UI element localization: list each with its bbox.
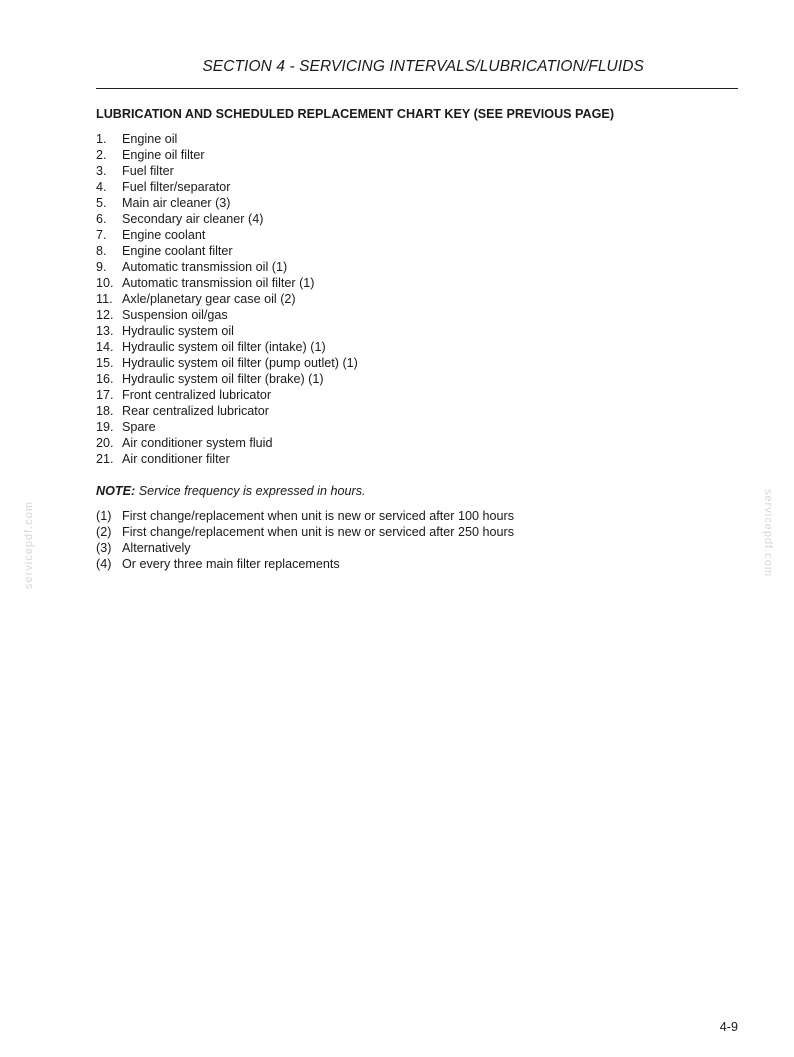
item-text: Air conditioner system fluid bbox=[122, 436, 273, 450]
footnote-text: Alternatively bbox=[122, 541, 191, 555]
item-number: 11. bbox=[96, 292, 113, 306]
item-number: 21. bbox=[96, 452, 114, 466]
list-item bbox=[96, 387, 358, 403]
item-text: Main air cleaner (3) bbox=[122, 196, 231, 210]
item-number: 1. bbox=[96, 132, 107, 146]
item-text: Air conditioner filter bbox=[122, 452, 230, 466]
list-item bbox=[96, 339, 358, 355]
item-text: Automatic transmission oil (1) bbox=[122, 260, 288, 274]
item-number: 13. bbox=[96, 324, 114, 338]
item-text: Front centralized lubricator bbox=[122, 388, 272, 402]
item-number: 15. bbox=[96, 356, 114, 370]
list-item bbox=[96, 147, 358, 163]
list-item bbox=[96, 227, 358, 243]
item-number: 10. bbox=[96, 276, 114, 290]
item-number: 18. bbox=[96, 404, 114, 418]
item-text: Engine oil bbox=[122, 132, 178, 146]
item-number: 7. bbox=[96, 228, 107, 242]
watermark-left: servicepdf.com bbox=[23, 501, 35, 589]
item-text: Rear centralized lubricator bbox=[122, 404, 269, 418]
item-text: Axle/planetary gear case oil (2) bbox=[122, 292, 296, 306]
list-item bbox=[96, 163, 358, 179]
item-text: Spare bbox=[122, 420, 156, 434]
footnote-number: (2) bbox=[96, 525, 112, 539]
item-number: 17. bbox=[96, 388, 114, 402]
list-item bbox=[96, 371, 358, 387]
list-item bbox=[96, 435, 358, 451]
footnote-item bbox=[96, 524, 514, 540]
chart-key-heading: LUBRICATION AND SCHEDULED REPLACEMENT CHART KEY (SEE PREVIOUS PAGE) bbox=[96, 107, 615, 121]
list-item bbox=[96, 291, 358, 307]
list-item bbox=[96, 323, 358, 339]
item-text: Secondary air cleaner (4) bbox=[122, 212, 264, 226]
footnote-number: (1) bbox=[96, 509, 112, 523]
list-item bbox=[96, 131, 358, 147]
item-number: 5. bbox=[96, 196, 107, 210]
item-text: Fuel filter/separator bbox=[122, 180, 231, 194]
page-number: 4-9 bbox=[719, 1020, 738, 1034]
footnote-number: (4) bbox=[96, 557, 112, 571]
footnote-list bbox=[96, 508, 514, 572]
service-note bbox=[96, 484, 366, 498]
list-item bbox=[96, 403, 358, 419]
item-number: 8. bbox=[96, 244, 107, 258]
list-item bbox=[96, 211, 358, 227]
list-item bbox=[96, 179, 358, 195]
note-label: NOTE: bbox=[96, 484, 136, 498]
item-text: Hydraulic system oil bbox=[122, 324, 234, 338]
section-title: SECTION 4 - SERVICING INTERVALS/LUBRICATION/FLUIDS bbox=[202, 58, 644, 75]
item-number: 16. bbox=[96, 372, 114, 386]
list-item bbox=[96, 451, 358, 467]
list-item bbox=[96, 307, 358, 323]
watermark-right: servicepdf.com bbox=[762, 489, 774, 577]
item-text: Fuel filter bbox=[122, 164, 174, 178]
footnote-text: First change/replacement when unit is new or serviced after 100 hours bbox=[122, 509, 515, 523]
item-text: Automatic transmission oil filter (1) bbox=[122, 276, 315, 290]
item-number: 2. bbox=[96, 148, 107, 162]
item-text: Hydraulic system oil filter (intake) (1) bbox=[122, 340, 326, 354]
chart-key-list bbox=[96, 131, 358, 467]
item-number: 9. bbox=[96, 260, 107, 274]
item-number: 6. bbox=[96, 212, 107, 226]
footnote-text: First change/replacement when unit is new or serviced after 250 hours bbox=[122, 525, 515, 539]
footnote-item bbox=[96, 556, 514, 572]
item-text: Hydraulic system oil filter (pump outlet) (1) bbox=[122, 356, 358, 370]
item-text: Suspension oil/gas bbox=[122, 308, 228, 322]
note-text: Service frequency is expressed in hours. bbox=[138, 484, 366, 498]
list-item bbox=[96, 243, 358, 259]
item-number: 3. bbox=[96, 164, 107, 178]
item-number: 20. bbox=[96, 436, 114, 450]
item-number: 12. bbox=[96, 308, 114, 322]
item-number: 19. bbox=[96, 420, 114, 434]
list-item bbox=[96, 419, 358, 435]
list-item bbox=[96, 275, 358, 291]
list-item bbox=[96, 355, 358, 371]
footnote-text: Or every three main filter replacements bbox=[122, 557, 340, 571]
item-text: Engine coolant bbox=[122, 228, 206, 242]
section-header bbox=[96, 58, 738, 89]
footnote-item bbox=[96, 540, 514, 556]
footnote-item bbox=[96, 508, 514, 524]
item-number: 14. bbox=[96, 340, 114, 354]
list-item bbox=[96, 195, 358, 211]
item-text: Engine coolant filter bbox=[122, 244, 233, 258]
item-number: 4. bbox=[96, 180, 107, 194]
footnote-number: (3) bbox=[96, 541, 112, 555]
item-text: Hydraulic system oil filter (brake) (1) bbox=[122, 372, 324, 386]
item-text: Engine oil filter bbox=[122, 148, 205, 162]
list-item bbox=[96, 259, 358, 275]
